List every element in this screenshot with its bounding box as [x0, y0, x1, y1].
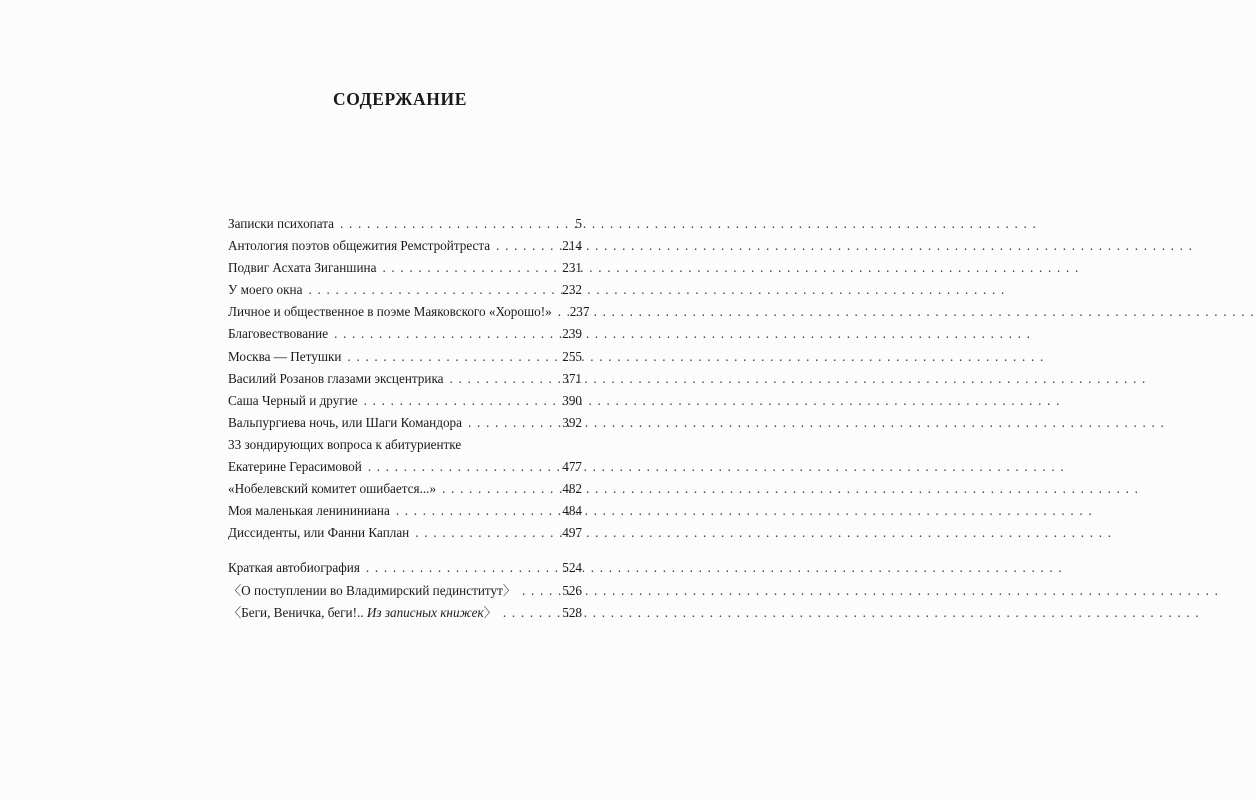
dot-leader — [340, 213, 564, 235]
toc-entry-page: 390 — [562, 392, 582, 408]
dot-leader — [503, 602, 558, 624]
toc-entry-title: Антология поэтов общежития Ремстройтреста — [228, 238, 491, 254]
toc-entry — [228, 257, 582, 279]
toc-entry — [228, 478, 582, 500]
section-gap — [228, 544, 582, 557]
page-title: СОДЕРЖАНИЕ — [332, 89, 467, 109]
toc-entry-title — [228, 602, 497, 624]
toc-entry-page: 5 — [575, 216, 582, 231]
toc-entry-title: Саша Черный и другие — [228, 392, 358, 408]
toc-entry-page: 484 — [562, 503, 582, 519]
toc-entry — [228, 346, 582, 368]
toc-entry-page: 237 — [569, 304, 590, 320]
toc-entry-page: 482 — [562, 481, 582, 497]
dot-leader — [382, 257, 558, 279]
toc-entry-page: 239 — [562, 326, 582, 342]
toc-entry-title: «Нобелевский комитет ошибается...» — [228, 481, 437, 497]
toc-entry-title-line1: 33 зондирующих вопроса к абитуриентке — [228, 436, 462, 452]
dot-leader — [396, 500, 558, 522]
dot-leader — [308, 279, 558, 301]
toc-entry — [228, 522, 582, 544]
toc-entry-title: Москва — Петушки — [228, 348, 342, 364]
toc-entry-title: Вальпургиева ночь, или Шаги Командора — [228, 414, 462, 430]
dot-leader — [522, 580, 558, 602]
dot-leader — [442, 478, 558, 500]
toc-entry-title: Краткая автобиография — [228, 560, 360, 576]
dot-leader — [468, 412, 558, 434]
toc-entry — [228, 580, 582, 602]
toc-entry-page: 526 — [562, 582, 582, 598]
toc-entry-page: 232 — [562, 282, 582, 298]
dot-leader — [496, 235, 558, 257]
toc-entry-title: 〈О поступлении во Владимирский пединститут〉 — [228, 582, 517, 598]
toc-entry-page: 231 — [562, 260, 582, 276]
toc-entry-page: 477 — [562, 459, 582, 475]
toc-entry-title: У моего окна — [228, 282, 303, 298]
toc-entry — [228, 368, 582, 390]
toc-entry — [228, 235, 582, 257]
toc-entry — [228, 456, 582, 478]
toc-entry-title: Записки психопата — [228, 216, 335, 231]
toc-entry-title: Личное и общественное в поэме Маяковского «Хорошо!» — [228, 304, 552, 320]
toc-entry-page: 528 — [562, 604, 582, 620]
toc-entry — [228, 557, 582, 579]
toc-entry — [228, 602, 582, 624]
toc-entry — [228, 500, 582, 522]
toc-entry-title: Подвиг Асхата Зиганшина — [228, 260, 377, 276]
dot-leader — [347, 346, 558, 368]
dot-leader — [368, 456, 558, 478]
table-of-contents — [228, 213, 590, 624]
toc-entry — [228, 390, 582, 412]
toc-entry-title-line2: Екатерине Герасимовой — [228, 459, 362, 475]
toc-entry — [228, 213, 582, 235]
toc-entry-page: 524 — [562, 560, 582, 576]
toc-entry-page: 392 — [562, 414, 582, 430]
dot-leader — [366, 557, 558, 579]
dot-leader — [334, 323, 558, 345]
toc-entry — [228, 301, 590, 323]
toc-entry — [228, 279, 582, 301]
toc-entry-page: 371 — [562, 370, 582, 386]
toc-entry-title-close: 〉 — [483, 604, 497, 620]
toc-entry-page: 255 — [562, 348, 582, 364]
toc-entry-page: 497 — [562, 525, 582, 541]
dot-leader — [450, 368, 559, 390]
toc-entry-title: Диссиденты, или Фанни Каплан — [228, 525, 410, 541]
toc-entry — [228, 323, 582, 345]
dot-leader — [558, 301, 566, 323]
dot-leader — [364, 390, 559, 412]
toc-entry-title-italic: Из записных книжек — [366, 604, 484, 620]
toc-entry-title-regular: 〈Беги, Веничка, беги!.. — [228, 604, 364, 620]
toc-entry-page: 214 — [562, 238, 582, 254]
dot-leader — [415, 522, 558, 544]
toc-entry-title: Благовествование — [228, 326, 329, 342]
toc-entry — [228, 412, 582, 434]
toc-entry-title: Моя маленькая ленининиана — [228, 503, 390, 519]
toc-entry-title: Василий Розанов глазами эксцентрика — [228, 370, 444, 386]
